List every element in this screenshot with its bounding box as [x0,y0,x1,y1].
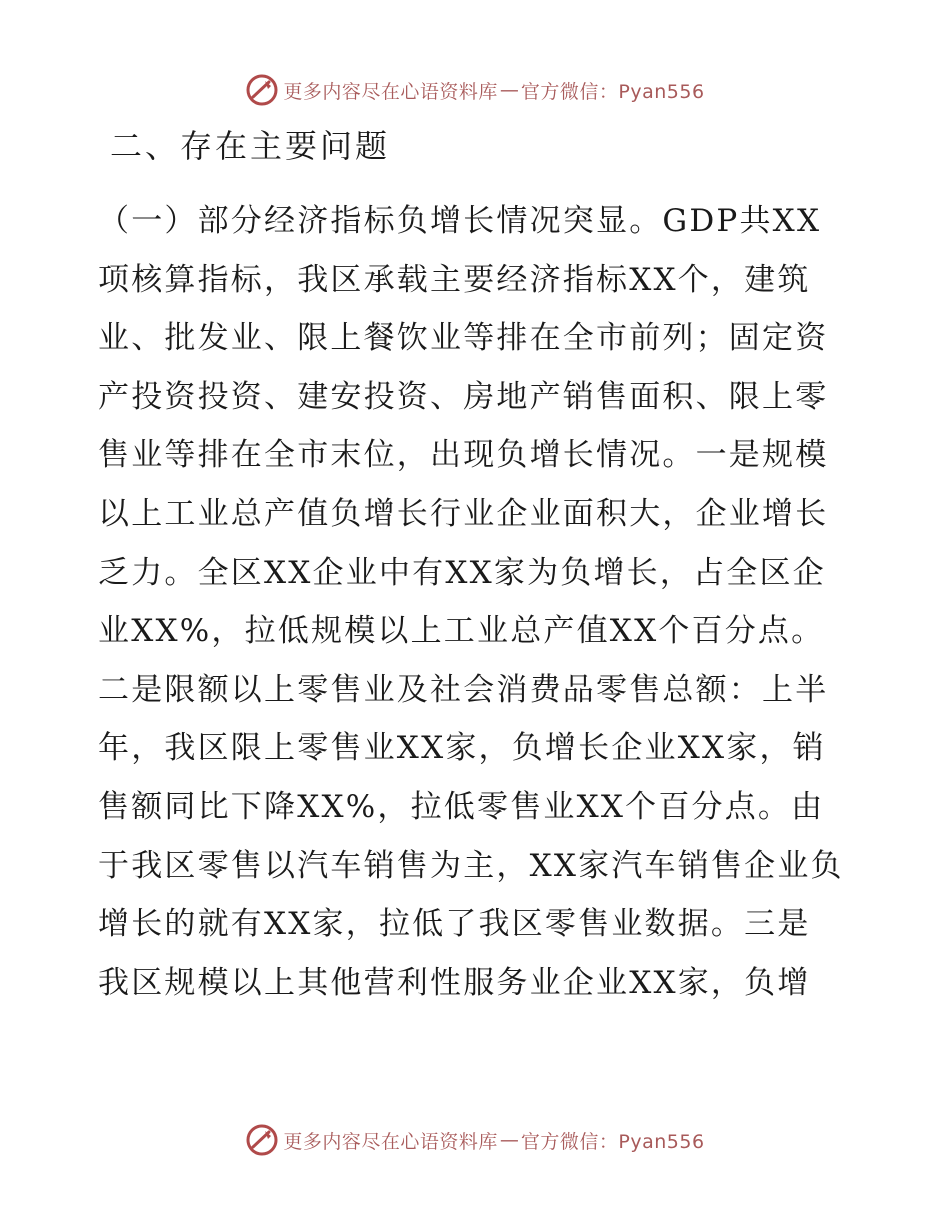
text-line: 以上工业总产值负增长行业企业面积大，企业增长 [98,495,829,532]
text-line: 业XX%，拉低规模以上工业总产值XX个百分点。 [98,613,825,650]
section-heading: 二、存在主要问题 [110,127,391,165]
text-line: 二是限额以上零售业及社会消费品零售总额：上半 [98,671,829,708]
text-line: 增长的就有XX家，拉低了我区零售业数据。三是 [98,906,811,943]
body-paragraph [98,192,858,1012]
text-line: 我区规模以上其他营利性服务业企业XX家，负增 [98,964,811,1001]
text-line: 年，我区限上零售业XX家，负增长企业XX家，销 [98,730,826,767]
watermark-text: 更多内容尽在心语资料库 [283,1130,498,1153]
watermark-contact: 官方微信：Pyan556 [520,80,705,103]
watermark-text: 更多内容尽在心语资料库 [283,80,498,103]
footer-watermark [0,1122,950,1158]
text-line: 售业等排在全市末位，出现负增长情况。一是规模 [98,437,829,474]
watermark-separator: — [499,79,519,101]
text-line: （一）部分经济指标负增长情况突显。GDP共XX [98,203,822,239]
text-line: 业、批发业、限上餐饮业等排在全市前列；固定资 [98,320,829,357]
text-line: 于我区零售以汽车销售为主，XX家汽车销售企业负 [98,847,844,884]
seal-logo-icon [245,1123,279,1157]
text-line: 产投资投资、建安投资、房地产销售面积、限上零 [98,378,829,415]
text-line: 售额同比下降XX%，拉低零售业XX个百分点。由 [98,788,825,825]
watermark-separator: — [499,1129,519,1151]
text-line: 项核算指标，我区承载主要经济指标XX个，建筑 [98,261,811,298]
watermark-contact: 官方微信：Pyan556 [520,1130,705,1153]
seal-logo-icon [245,73,279,107]
header-watermark [0,72,950,108]
text-line: 乏力。全区XX企业中有XX家为负增长，占全区企 [98,554,826,591]
